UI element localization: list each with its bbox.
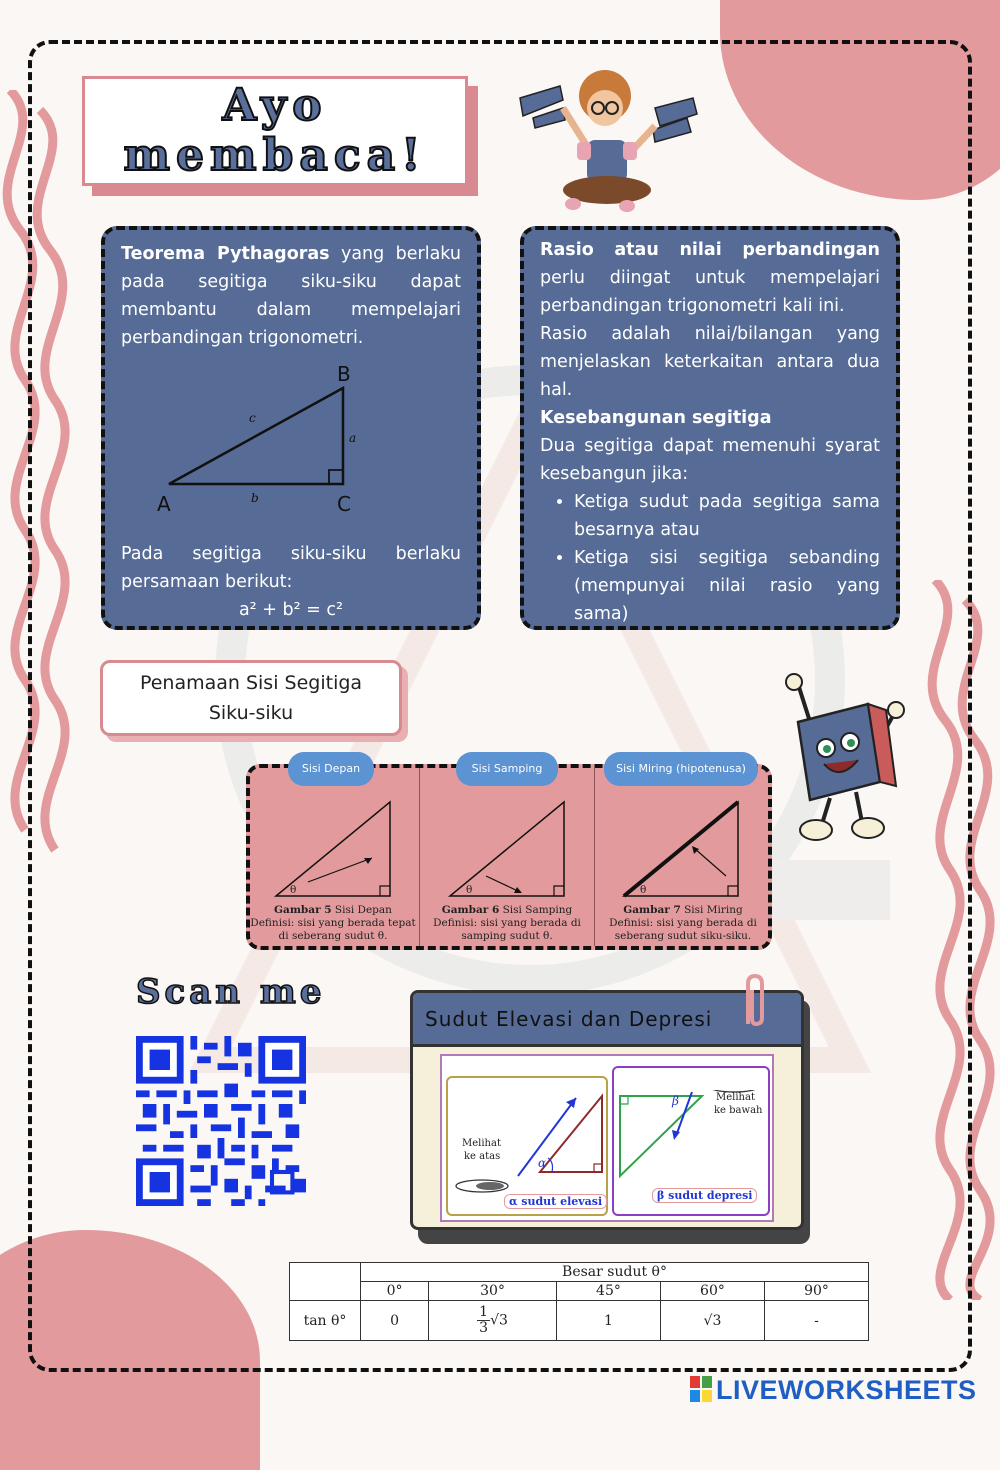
pythagoras-intro-bold: Teorema Pythagoras xyxy=(121,244,330,264)
pythagoras-intro-rest: yang berlaku pada segitiga siku-siku dapat membantu dalam mempelajari perbandingan trigonometri. xyxy=(121,244,461,348)
caption-sisi-miring xyxy=(598,904,768,943)
table-value-60: √3 xyxy=(660,1301,764,1341)
pythagoras-triangle-figure xyxy=(121,358,461,532)
look-down-text-1: Melihat xyxy=(716,1092,755,1103)
title-box xyxy=(82,76,468,186)
caption-sisi-depan xyxy=(250,904,416,943)
naming-box-line-2: Siku-siku xyxy=(208,702,294,724)
caption-sisi-samping-def1: Definisi: sisi yang berada di xyxy=(433,917,581,929)
table-value-30-root: √3 xyxy=(490,1312,508,1329)
elevation-angle-label: α sudut elevasi xyxy=(504,1194,607,1209)
caption-sisi-depan-name: Sisi Depan xyxy=(331,904,392,916)
girl-reading-illustration xyxy=(515,68,705,218)
table-header-cell: Besar sudut θ° xyxy=(361,1263,869,1282)
caption-sisi-depan-title xyxy=(250,904,416,917)
naming-box xyxy=(100,660,402,736)
qr-code[interactable] xyxy=(136,1036,306,1206)
scan-me-heading: Scan me xyxy=(136,972,326,1012)
look-up-text-1: Melihat xyxy=(462,1138,501,1149)
title-line-2: membaca! xyxy=(123,130,427,181)
pythagoras-equation: a² + b² = c² xyxy=(238,600,344,620)
tangent-table xyxy=(289,1262,869,1341)
side-b-label: b xyxy=(251,491,259,505)
paperclip-icon xyxy=(740,972,770,1030)
caption-sisi-samping xyxy=(424,904,590,943)
ratio-para-1-rest: perlu diingat untuk mempelajari perbandingan trigonometri kali ini. xyxy=(540,268,880,316)
look-up-text-2: ke atas xyxy=(464,1151,501,1162)
table-row-label: tan θ° xyxy=(290,1301,361,1341)
table-angle-45: 45° xyxy=(556,1282,660,1301)
panel-divider-2 xyxy=(594,768,595,946)
caption-sisi-depan-def1: Definisi: sisi yang berada tepat xyxy=(250,917,416,929)
caption-sisi-samping-name: Sisi Samping xyxy=(499,904,573,916)
side-a-label: a xyxy=(349,431,357,445)
title-line-1: Ayo xyxy=(222,80,328,131)
pythagoras-card xyxy=(101,226,481,630)
theta-label-3: θ xyxy=(640,884,647,896)
table-angle-0: 0° xyxy=(361,1282,429,1301)
table-header-row xyxy=(290,1263,869,1282)
pill-sisi-depan: Sisi Depan xyxy=(288,752,374,786)
theta-label-2: θ xyxy=(466,884,473,896)
table-angle-90: 90° xyxy=(764,1282,868,1301)
caption-sisi-samping-title xyxy=(424,904,590,917)
ratio-para-2: Rasio adalah nilai/bilangan yang menjelaskan keterkaitan antara dua hal. xyxy=(540,324,880,400)
elevation-card-title: Sudut Elevasi dan Depresi xyxy=(425,1007,713,1031)
depression-angle-label: β sudut depresi xyxy=(652,1188,757,1203)
similarity-para: Dua segitiga dapat memenuhi syarat kesebangun jika: xyxy=(540,436,880,484)
table-value-30-numerator: 1 xyxy=(479,1304,489,1320)
table-value-30-denominator: 3 xyxy=(479,1320,489,1336)
ratio-para-1 xyxy=(540,236,880,320)
vertex-c-label: C xyxy=(337,492,351,516)
similarity-item-1: • Ketiga sudut pada segitiga sama besarnya atau xyxy=(574,488,880,544)
beta-symbol: β xyxy=(672,1094,679,1108)
ratio-para-1-bold: Rasio atau nilai perbandingan xyxy=(540,240,880,260)
side-c-label: c xyxy=(249,411,256,425)
table-angle-row xyxy=(290,1282,869,1301)
triangle-sisi-miring xyxy=(608,796,758,902)
vertex-a-label: A xyxy=(157,492,171,516)
equation-intro: Pada segitiga siku-siku berlaku persamaan berikut: xyxy=(121,544,461,592)
table-value-30-fraction xyxy=(477,1305,490,1336)
look-down-text-2: ke bawah xyxy=(714,1105,763,1116)
similarity-list xyxy=(540,488,880,628)
theta-label-1: θ xyxy=(290,884,297,896)
ratio-card xyxy=(520,226,900,630)
triangle-sisi-depan xyxy=(260,796,410,902)
caption-sisi-miring-title xyxy=(598,904,768,917)
caption-sisi-samping-fig: Gambar 6 xyxy=(441,904,500,916)
caption-sisi-miring-fig: Gambar 7 xyxy=(623,904,681,916)
live-badge-icon xyxy=(690,1376,712,1404)
pill-sisi-samping: Sisi Samping xyxy=(456,752,558,786)
caption-sisi-miring-def1: Definisi: sisi yang berada di xyxy=(609,917,757,929)
pill-sisi-miring: Sisi Miring (hipotenusa) xyxy=(604,752,758,786)
table-angle-30: 30° xyxy=(429,1282,557,1301)
table-value-45: 1 xyxy=(556,1301,660,1341)
pythagoras-intro xyxy=(121,240,461,352)
liveworksheets-logo[interactable] xyxy=(690,1374,977,1406)
table-angle-60: 60° xyxy=(660,1282,764,1301)
table-value-30 xyxy=(429,1301,557,1341)
liveworksheets-text: LIVEWORKSHEETS xyxy=(716,1374,977,1405)
similarity-heading: Kesebangunan segitiga xyxy=(540,408,772,428)
table-value-90: - xyxy=(764,1301,868,1341)
book-mascot-illustration xyxy=(776,664,910,854)
alpha-symbol: α xyxy=(538,1156,547,1170)
caption-sisi-depan-fig: Gambar 5 xyxy=(274,904,332,916)
caption-sisi-depan-def2: di seberang sudut θ. xyxy=(278,930,388,942)
panel-divider-1 xyxy=(419,768,420,946)
vertex-b-label: B xyxy=(337,362,351,386)
naming-box-line-1: Penamaan Sisi Segitiga xyxy=(139,672,363,694)
caption-sisi-miring-def2: seberang sudut siku-siku. xyxy=(614,930,752,942)
right-triangle-diagram xyxy=(121,358,469,532)
triangle-sisi-samping xyxy=(434,796,584,902)
table-value-0: 0 xyxy=(361,1301,429,1341)
table-value-row xyxy=(290,1301,869,1341)
table-corner-cell xyxy=(290,1263,361,1301)
caption-sisi-miring-name: Sisi Miring xyxy=(680,904,743,916)
caption-sisi-samping-def2: samping sudut θ. xyxy=(461,930,553,942)
similarity-item-2: • Ketiga sisi segitiga sebanding (mempunyai nilai rasio yang sama) xyxy=(574,544,880,628)
